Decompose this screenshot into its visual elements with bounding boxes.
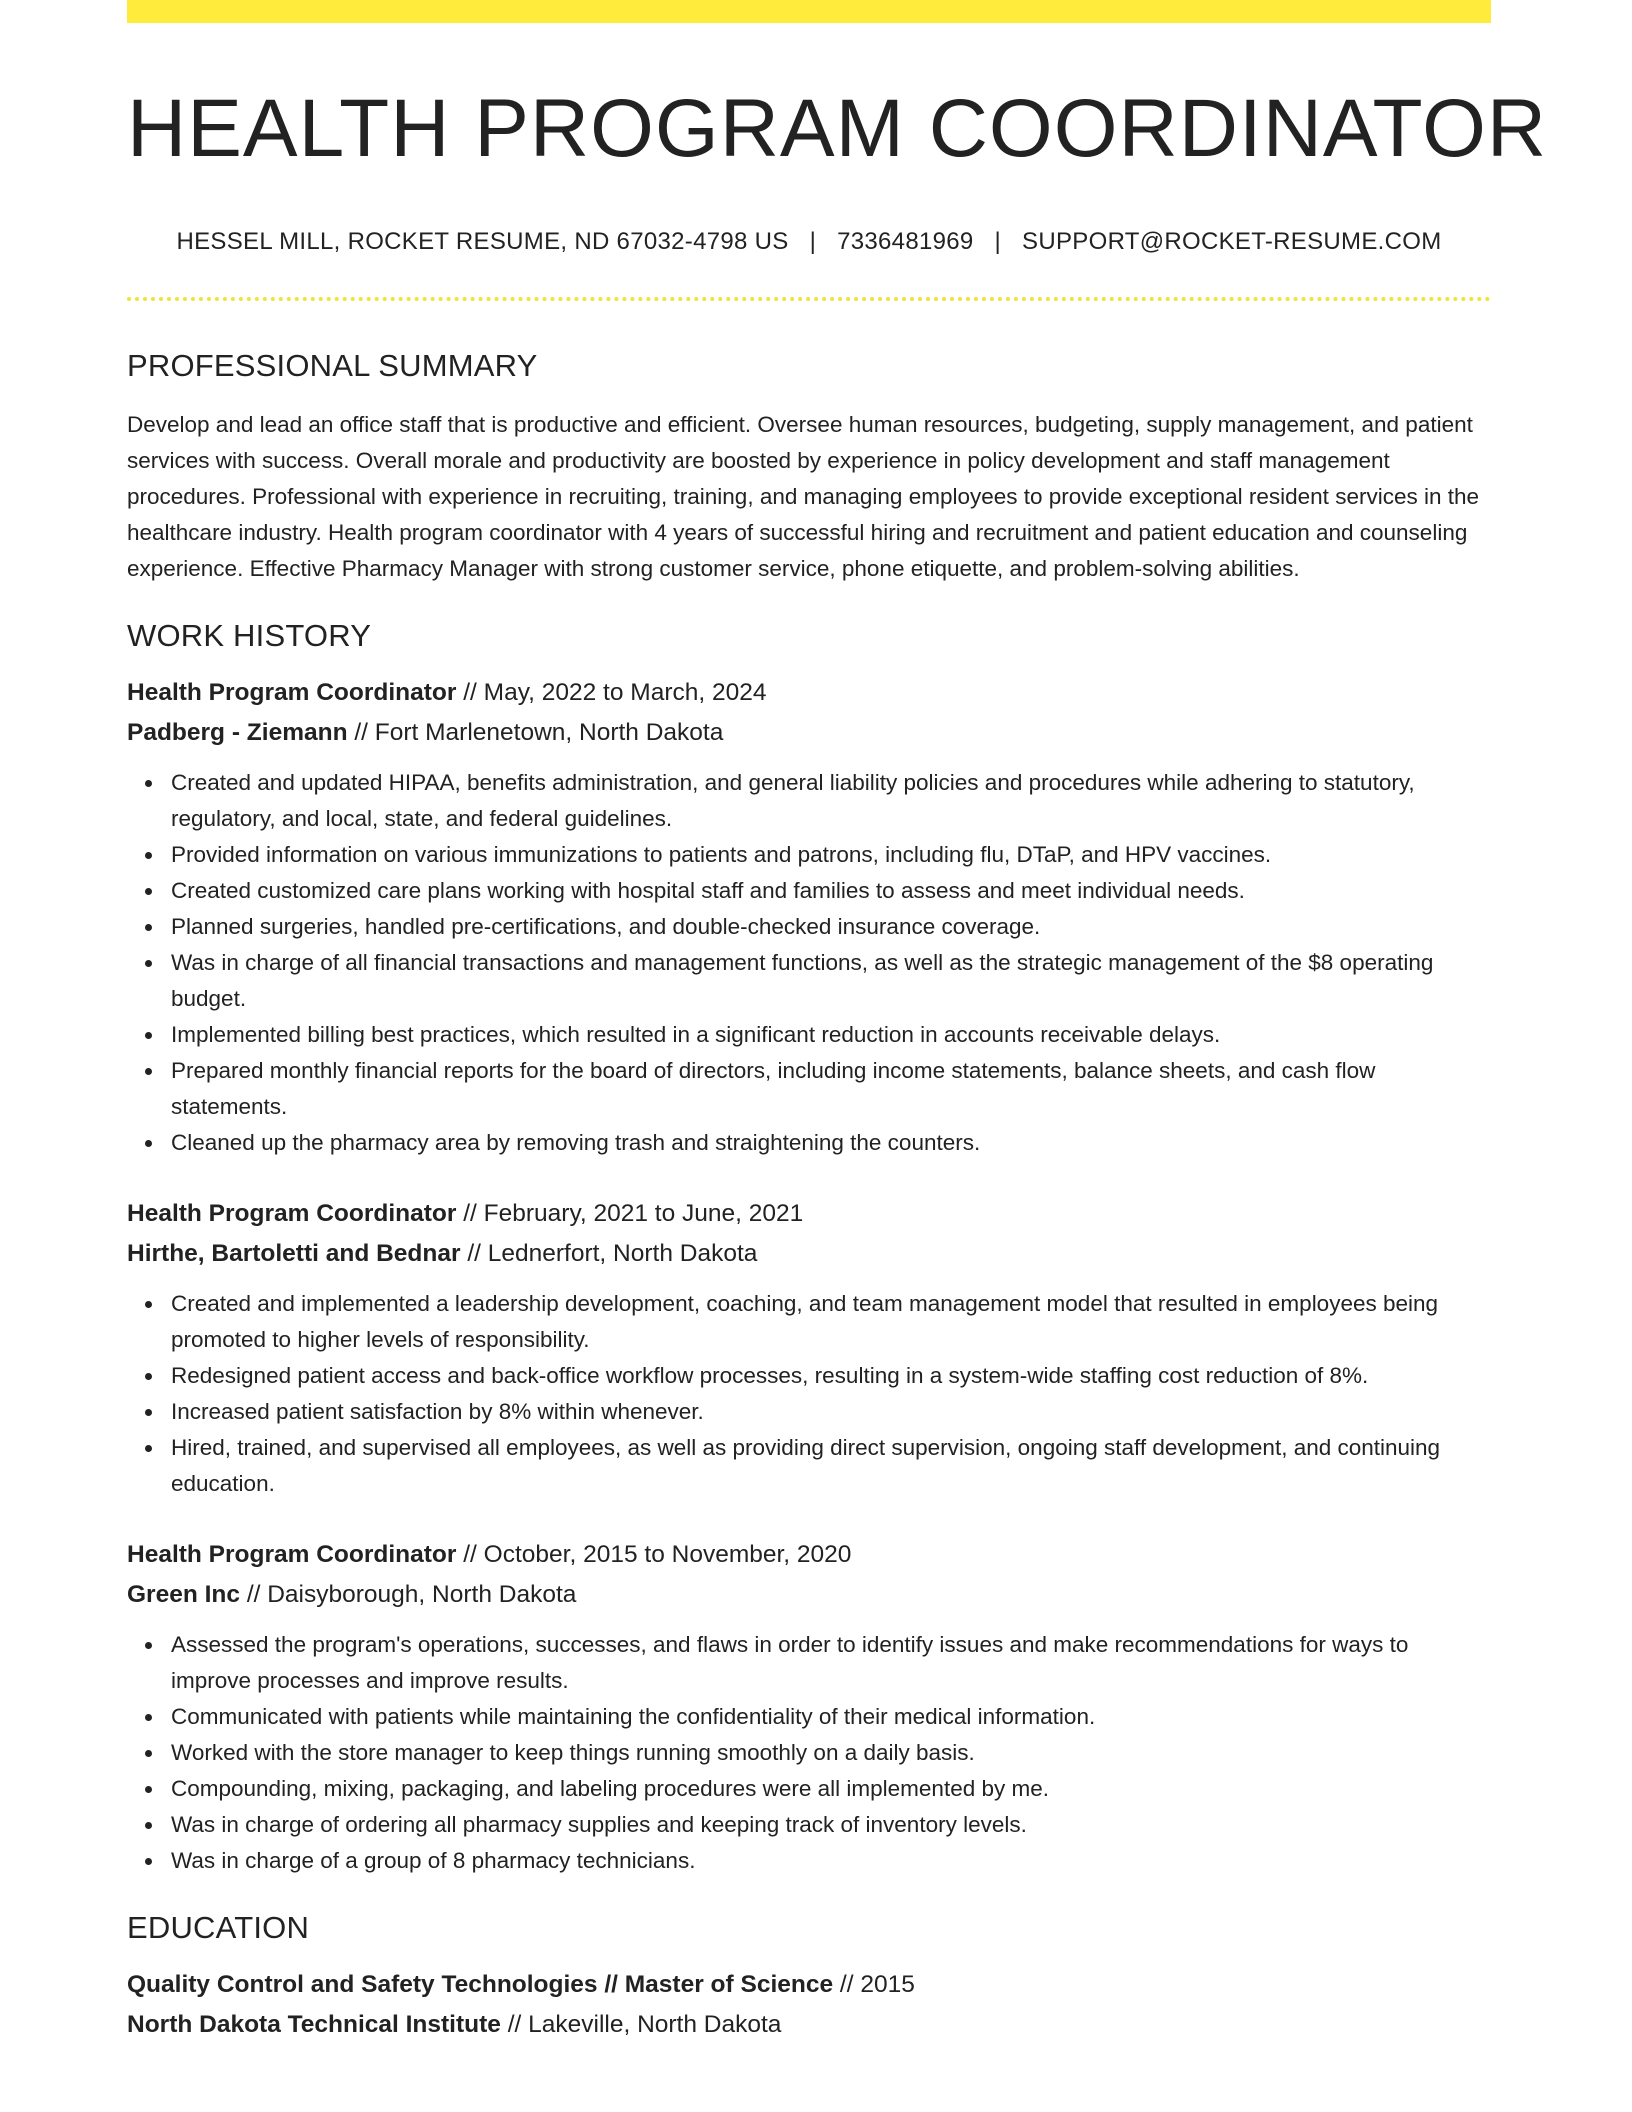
list-item: Communicated with patients while maintaining the confidentiality of their medical information. xyxy=(171,1699,1491,1735)
job-role: Health Program Coordinator xyxy=(127,679,457,706)
list-item: Increased patient satisfaction by 8% within whenever. xyxy=(171,1394,1491,1430)
education-heading: EDUCATION xyxy=(127,1910,310,1945)
job-company: Green Inc xyxy=(127,1581,241,1608)
job-role: Health Program Coordinator xyxy=(127,1200,457,1227)
contact-phone: 7336481969 xyxy=(837,228,974,255)
contact-line xyxy=(127,227,1491,257)
contact-separator: | xyxy=(809,228,817,255)
contact-email: SUPPORT@ROCKET-RESUME.COM xyxy=(1022,228,1442,255)
job-company-line xyxy=(127,1234,1491,1274)
job-entry xyxy=(127,1502,1491,1879)
education-school-line xyxy=(127,2005,1491,2045)
job-company-line xyxy=(127,713,1491,753)
list-item: Planned surgeries, handled pre-certifications, and double-checked insurance coverage. xyxy=(171,909,1491,945)
job-location: // Daisyborough, North Dakota xyxy=(240,1581,577,1608)
job-dates: // May, 2022 to March, 2024 xyxy=(456,679,767,706)
job-location: // Fort Marlenetown, North Dakota xyxy=(347,719,724,746)
list-item: Was in charge of all financial transactions and management functions, as well as the strategic management of the $8 operating budget. xyxy=(171,945,1491,1017)
job-bullets xyxy=(127,765,1491,1161)
job-bullets xyxy=(127,1286,1491,1502)
job-dates: // October, 2015 to November, 2020 xyxy=(456,1541,852,1568)
job-company-line xyxy=(127,1575,1491,1615)
header-divider xyxy=(127,297,1491,301)
job-role: Health Program Coordinator xyxy=(127,1541,457,1568)
list-item: Created and updated HIPAA, benefits administration, and general liability policies and procedures while adhering to statutory, regulatory, and local, state, and federal guidelines. xyxy=(171,765,1491,837)
job-company: Hirthe, Bartoletti and Bednar xyxy=(127,1240,461,1267)
top-accent-bar xyxy=(127,0,1491,23)
job-entry xyxy=(127,1161,1491,1502)
list-item: Hired, trained, and supervised all employees, as well as providing direct supervision, ongoing staff development, and continuing education. xyxy=(171,1430,1491,1502)
list-item: Was in charge of ordering all pharmacy supplies and keeping track of inventory levels. xyxy=(171,1807,1491,1843)
resume-page xyxy=(127,0,1548,2045)
list-item: Prepared monthly financial reports for the board of directors, including income statements, balance sheets, and cash flow statements. xyxy=(171,1053,1491,1125)
list-item: Was in charge of a group of 8 pharmacy technicians. xyxy=(171,1843,1491,1879)
job-bullets xyxy=(127,1627,1491,1879)
job-location: // Lednerfort, North Dakota xyxy=(460,1240,758,1267)
list-item: Worked with the store manager to keep things running smoothly on a daily basis. xyxy=(171,1735,1491,1771)
summary-text: Develop and lead an office staff that is productive and efficient. Oversee human resources, budgeting, supply management, and patient services with success. Overall morale and productivity are boosted by experience in policy development and staff management procedures. Professional with experience in recruiting, training, and managing employees to provide exceptional resident services in the healthcare industry. Health program coordinator with 4 years of successful hiring and recruitment and patient education and counseling experience. Effective Pharmacy Manager with strong customer service, phone etiquette, and problem-solving abilities. xyxy=(127,412,1479,581)
education-degree: Quality Control and Safety Technologies // Master of Science xyxy=(127,1971,834,1998)
education-location: // Lakeville, North Dakota xyxy=(500,2011,782,2038)
job-dates: // February, 2021 to June, 2021 xyxy=(456,1200,804,1227)
education-year: // 2015 xyxy=(833,1971,915,1998)
summary-heading: PROFESSIONAL SUMMARY xyxy=(127,348,538,383)
list-item: Implemented billing best practices, which resulted in a significant reduction in accounts receivable delays. xyxy=(171,1017,1491,1053)
education-degree-line xyxy=(127,1965,1491,2005)
work-history-list xyxy=(127,673,1491,1879)
list-item: Assessed the program's operations, successes, and flaws in order to identify issues and make recommendations for ways to improve processes and improve results. xyxy=(171,1627,1491,1699)
list-item: Redesigned patient access and back-office workflow processes, resulting in a system-wide staffing cost reduction of 8%. xyxy=(171,1358,1491,1394)
job-title-line xyxy=(127,1535,1491,1575)
list-item: Cleaned up the pharmacy area by removing trash and straightening the counters. xyxy=(171,1125,1491,1161)
list-item: Provided information on various immunizations to patients and patrons, including flu, DTaP, and HPV vaccines. xyxy=(171,837,1491,873)
contact-address: HESSEL MILL, ROCKET RESUME, ND 67032-4798 US xyxy=(176,228,789,255)
list-item: Compounding, mixing, packaging, and labeling procedures were all implemented by me. xyxy=(171,1771,1491,1807)
candidate-title: HEALTH PROGRAM COORDINATOR xyxy=(127,83,1548,174)
contact-separator: | xyxy=(994,228,1002,255)
list-item: Created and implemented a leadership development, coaching, and team management model that resulted in employees being promoted to higher levels of responsibility. xyxy=(171,1286,1491,1358)
work-history-heading: WORK HISTORY xyxy=(127,618,372,653)
education-school: North Dakota Technical Institute xyxy=(127,2011,501,2038)
list-item: Created customized care plans working with hospital staff and families to assess and meet individual needs. xyxy=(171,873,1491,909)
job-company: Padberg - Ziemann xyxy=(127,719,348,746)
job-title-line xyxy=(127,1194,1491,1234)
job-title-line xyxy=(127,673,1491,713)
job-entry xyxy=(127,673,1491,1161)
